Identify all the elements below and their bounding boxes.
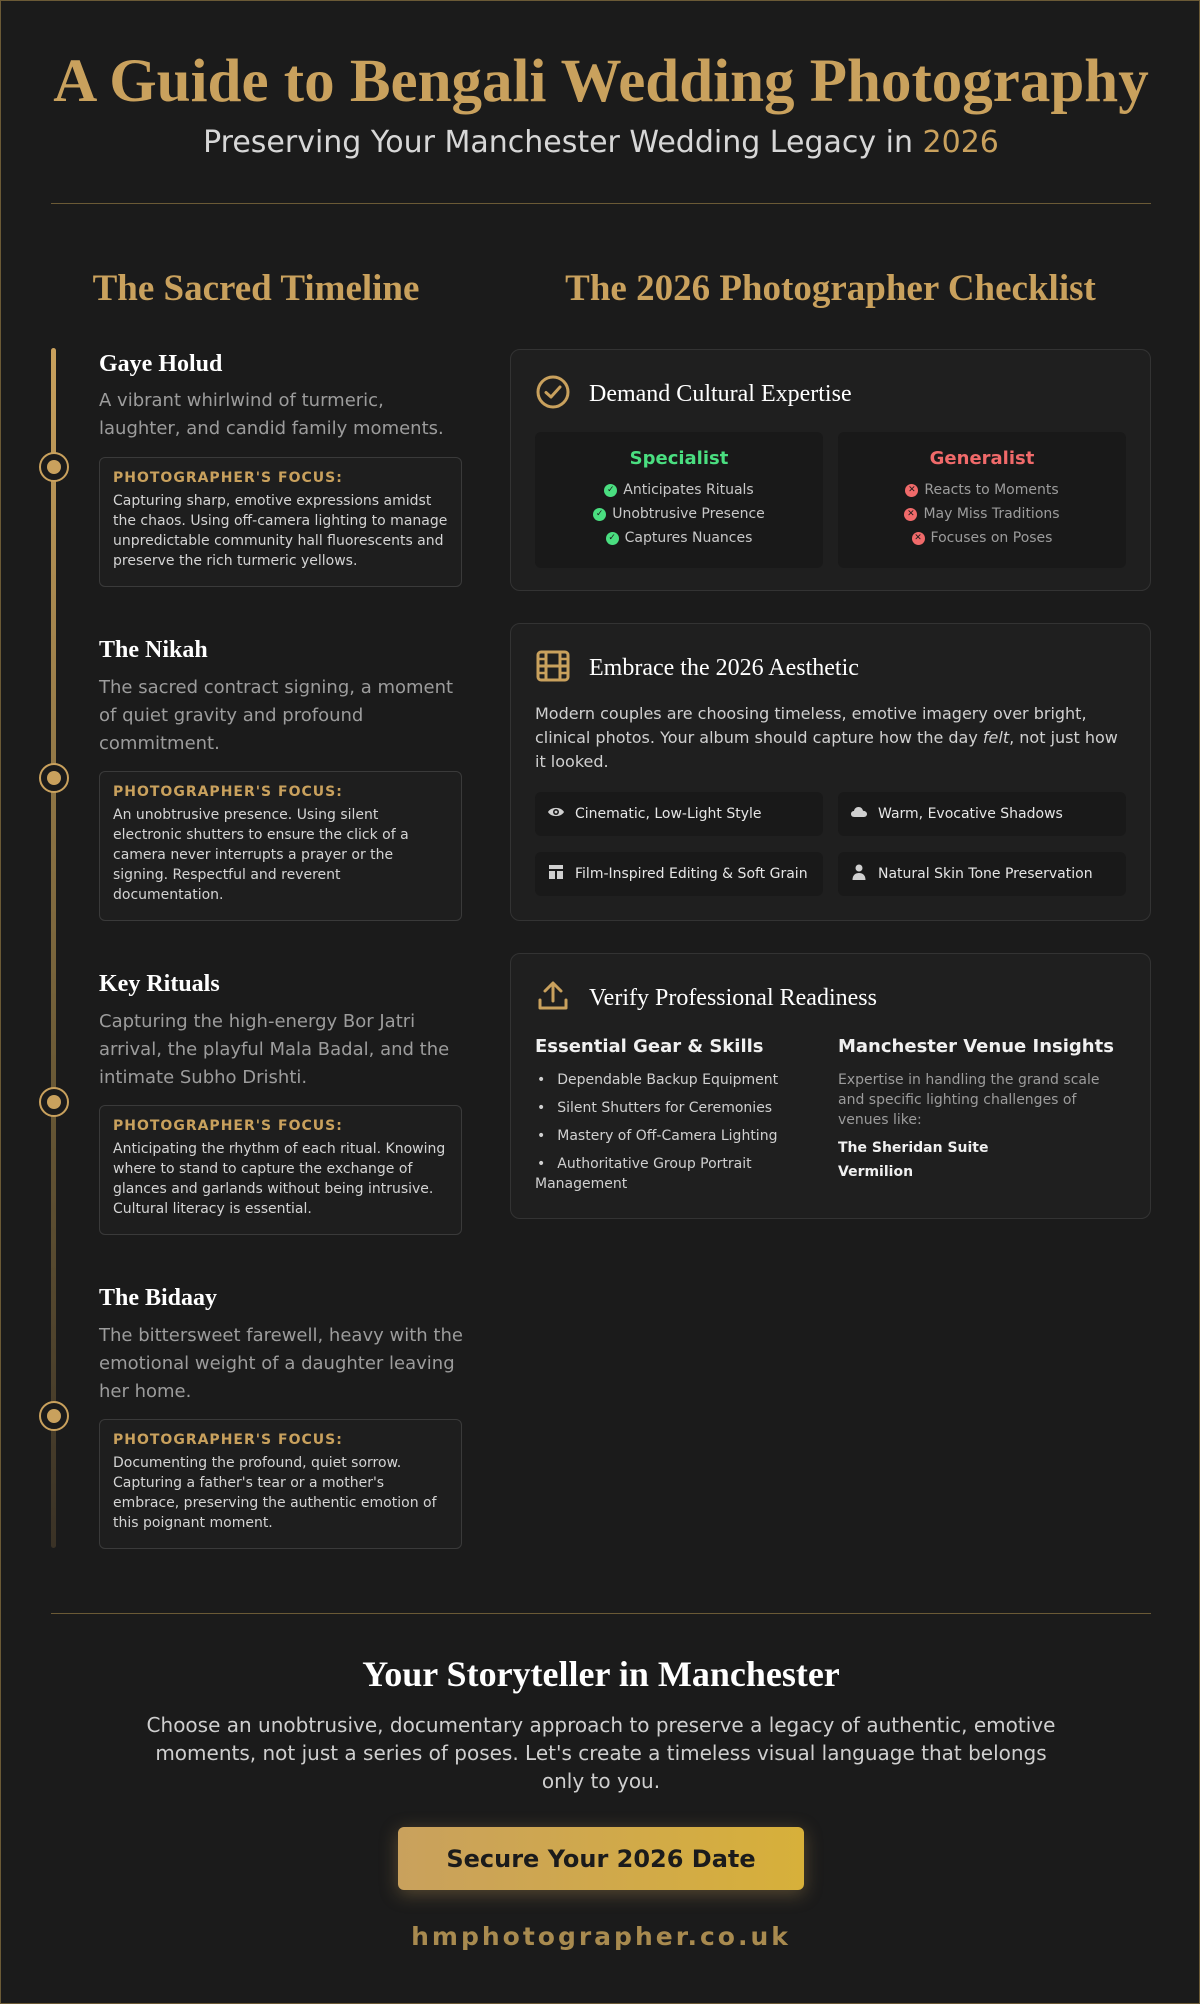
- generalist-item-label: Focuses on Poses: [930, 530, 1053, 546]
- aesthetic-card-header: [535, 648, 859, 688]
- timeline-heading: The Sacred Timeline: [92, 268, 420, 309]
- gear-item: • Dependable Backup Equipment: [535, 1070, 815, 1090]
- timeline-dot: [39, 763, 69, 793]
- focus-box: [99, 771, 462, 921]
- timeline-dot: [39, 1087, 69, 1117]
- generalist-item-label: Reacts to Moments: [924, 482, 1059, 498]
- layout-icon: [547, 863, 575, 885]
- readiness-card-title: Verify Professional Readiness: [589, 984, 877, 1011]
- venue-name: Vermilion: [838, 1164, 914, 1180]
- website-link[interactable]: hmphotographer.co.uk: [411, 1922, 791, 1951]
- timeline-item-title: Key Rituals: [99, 971, 220, 997]
- checklist-heading: The 2026 Photographer Checklist: [565, 268, 1096, 309]
- aesthetic-card: [510, 623, 1151, 921]
- expertise-card: [510, 349, 1151, 591]
- upload-icon: [535, 978, 571, 1018]
- footer-divider: [51, 1613, 1151, 1614]
- aesthetic-chip-label: Film-Inspired Editing & Soft Grain: [575, 866, 808, 882]
- readiness-card: [510, 953, 1151, 1219]
- focus-text: Anticipating the rhythm of each ritual. Knowing where to stand to capture the exchange of glances and garlands without being intrusive. Cultural literacy is essential.: [113, 1141, 446, 1217]
- generalist-item: [838, 502, 1126, 526]
- secure-date-button[interactable]: Secure Your 2026 Date: [398, 1827, 804, 1890]
- header-divider: [51, 203, 1151, 204]
- venue-heading: Manchester Venue Insights: [838, 1036, 1114, 1057]
- aesthetic-chip: [838, 852, 1126, 896]
- timeline-item-desc: Capturing the high-energy Bor Jatri arrival, the playful Mala Badal, and the intimate Subho Drishti.: [99, 1011, 450, 1088]
- aesthetic-chip: [838, 792, 1126, 836]
- gear-heading: Essential Gear & Skills: [535, 1036, 764, 1057]
- footer-title: Your Storyteller in Manchester: [362, 1654, 840, 1694]
- x-icon: ✕: [904, 508, 917, 521]
- aesthetic-chip: [535, 792, 823, 836]
- eye-icon: [547, 803, 575, 825]
- film-icon: [535, 648, 571, 688]
- focus-box: [99, 457, 462, 587]
- aesthetic-chip-label: Warm, Evocative Shadows: [878, 806, 1063, 822]
- page-title: A Guide to Bengali Wedding Photography: [53, 48, 1149, 115]
- generalist-item: [838, 526, 1126, 550]
- page-subtitle: [1, 125, 1200, 160]
- focus-text: Documenting the profound, quiet sorrow. Capturing a father's tear or a mother's embrace, preserving the authentic emotion of this poignant moment.: [113, 1455, 437, 1531]
- aesthetic-chip-label: Natural Skin Tone Preservation: [878, 866, 1093, 882]
- check-icon: ✓: [606, 532, 619, 545]
- aesthetic-text-part: , not just how it looked.: [535, 728, 1118, 771]
- x-icon: ✕: [912, 532, 925, 545]
- aesthetic-chip: [535, 852, 823, 896]
- expertise-card-header: [535, 374, 852, 414]
- gear-item: • Authoritative Group Portrait Management: [535, 1154, 815, 1194]
- timeline-item-title: The Bidaay: [99, 1285, 218, 1311]
- timeline-item-desc: A vibrant whirlwind of turmeric, laughter, and candid family moments.: [99, 390, 444, 439]
- person-icon: [850, 863, 878, 885]
- expertise-card-title: Demand Cultural Expertise: [589, 380, 852, 407]
- check-circle-icon: [535, 374, 571, 414]
- generalist-panel: [838, 432, 1126, 568]
- focus-label: PHOTOGRAPHER'S FOCUS:: [113, 470, 343, 486]
- timeline-dot: [39, 1401, 69, 1431]
- specialist-title: Specialist: [629, 448, 729, 469]
- venue-description: Expertise in handling the grand scale and specific lighting challenges of venues like:: [838, 1072, 1100, 1128]
- gear-item: • Mastery of Off-Camera Lighting: [535, 1126, 815, 1146]
- gear-list: [535, 1070, 815, 1202]
- specialist-item-label: Captures Nuances: [624, 530, 753, 546]
- generalist-item-label: May Miss Traditions: [923, 506, 1060, 522]
- focus-text: Capturing sharp, emotive expressions amidst the chaos. Using off-camera lighting to manage unpredictable community hall fluorescents and preserve the rich turmeric yellows.: [113, 493, 448, 569]
- gear-item: • Silent Shutters for Ceremonies: [535, 1098, 815, 1118]
- specialist-item: [535, 478, 823, 502]
- specialist-panel: [535, 432, 823, 568]
- aesthetic-text-part: Modern couples are choosing timeless, emotive imagery over bright, clinical photos. Your album should capture how the day: [535, 704, 1087, 747]
- specialist-item: [535, 526, 823, 550]
- timeline-item-desc: The sacred contract signing, a moment of quiet gravity and profound commitment.: [99, 677, 454, 754]
- subtitle-text: Preserving Your Manchester Wedding Legacy in: [203, 125, 923, 160]
- timeline-dot: [39, 452, 69, 482]
- generalist-title: Generalist: [929, 448, 1035, 469]
- aesthetic-chip-label: Cinematic, Low-Light Style: [575, 806, 762, 822]
- aesthetic-card-title: Embrace the 2026 Aesthetic: [589, 654, 859, 681]
- generalist-item: [838, 478, 1126, 502]
- focus-box: [99, 1419, 462, 1549]
- x-icon: ✕: [905, 484, 918, 497]
- subtitle-year: 2026: [922, 125, 999, 160]
- footer-text: Choose an unobtrusive, documentary approach to preserve a legacy of authentic, emotive moments, not just a series of poses. Let's create a timeless visual language that belongs only to you.: [146, 1713, 1056, 1793]
- timeline-item-desc: The bittersweet farewell, heavy with the emotional weight of a daughter leaving her home.: [99, 1325, 463, 1402]
- check-icon: ✓: [593, 508, 606, 521]
- venue-name: The Sheridan Suite: [838, 1140, 989, 1156]
- specialist-item: [535, 502, 823, 526]
- aesthetic-text: [535, 702, 1130, 774]
- specialist-item-label: Unobtrusive Presence: [612, 506, 765, 522]
- timeline-line: [51, 348, 56, 1548]
- focus-box: [99, 1105, 462, 1235]
- focus-label: PHOTOGRAPHER'S FOCUS:: [113, 784, 343, 800]
- timeline-item-title: Gaye Holud: [99, 351, 223, 377]
- readiness-card-header: [535, 978, 877, 1018]
- focus-label: PHOTOGRAPHER'S FOCUS:: [113, 1432, 343, 1448]
- focus-label: PHOTOGRAPHER'S FOCUS:: [113, 1118, 343, 1134]
- specialist-item-label: Anticipates Rituals: [623, 482, 754, 498]
- timeline-item-title: The Nikah: [99, 637, 208, 663]
- cloud-icon: [850, 803, 878, 825]
- focus-text: An unobtrusive presence. Using silent electronic shutters to ensure the click of a camera never interrupts a prayer or the signing. Respectful and reverent documentation.: [113, 807, 409, 903]
- check-icon: ✓: [604, 484, 617, 497]
- aesthetic-text-emphasis: felt: [982, 728, 1010, 747]
